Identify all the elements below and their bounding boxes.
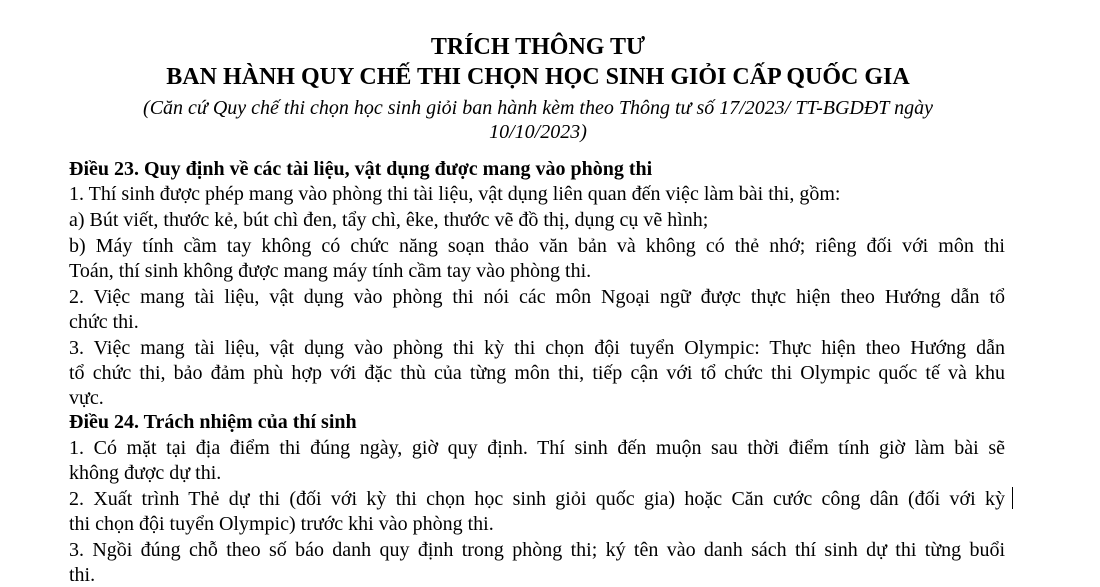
document-title-secondary: BAN HÀNH QUY CHẾ THI CHỌN HỌC SINH GIỎI CẤP QUỐC GIA xyxy=(166,64,910,90)
paragraph-line: thi. xyxy=(69,564,96,586)
paragraph-line: vực. xyxy=(69,387,104,409)
text-cursor xyxy=(1012,487,1013,509)
paragraph-line: 3. Việc mang tài liệu, vật dụng vào phòng thi kỳ thi chọn đội tuyển Olympic: Thực hiện theo Hướng dẫn xyxy=(69,337,1005,359)
paragraph-line: b) Máy tính cầm tay không có chức năng soạn thảo văn bản và không có thẻ nhớ; riêng đối với môn thi xyxy=(69,235,1005,257)
paragraph-line: thi chọn đội tuyển Olympic) trước khi vào phòng thi. xyxy=(69,513,494,535)
paragraph-line: a) Bút viết, thước kẻ, bút chì đen, tẩy chì, êke, thước vẽ đồ thị, dụng cụ vẽ hình; xyxy=(69,209,709,231)
document-title: TRÍCH THÔNG TƯ xyxy=(430,34,646,60)
paragraph-line: 1. Có mặt tại địa điểm thi đúng ngày, giờ quy định. Thí sinh đến muộn sau thời điểm tính giờ làm bài sẽ xyxy=(69,437,1005,459)
paragraph-line: 3. Ngồi đúng chỗ theo số báo danh quy định trong phòng thi; ký tên vào danh sách thí sinh dự thi từng buổi xyxy=(69,539,1005,561)
document-subtitle-line: 10/10/2023) xyxy=(489,121,587,143)
paragraph-line: không được dự thi. xyxy=(69,462,222,484)
paragraph-line: chức thi. xyxy=(69,311,139,333)
article-23-heading: Điều 23. Quy định về các tài liệu, vật dụng được mang vào phòng thi xyxy=(69,158,653,180)
document-subtitle-line: (Căn cứ Quy chế thi chọn học sinh giỏi ban hành kèm theo Thông tư số 17/2023/ TT-BGDĐT ngày xyxy=(143,97,933,119)
paragraph-line: 2. Việc mang tài liệu, vật dụng vào phòng thi nói các môn Ngoại ngữ được thực hiện theo Hướng dẫn tổ xyxy=(69,286,1005,308)
paragraph-line: 1. Thí sinh được phép mang vào phòng thi tài liệu, vật dụng liên quan đến việc làm bài thi, gồm: xyxy=(69,183,841,205)
paragraph-line: tổ chức thi, bảo đảm phù hợp với đặc thù của từng môn thi, tiếp cận với tổ chức thi Olympic quốc tế và khu xyxy=(69,362,1005,384)
paragraph-line: 2. Xuất trình Thẻ dự thi (đối với kỳ thi chọn học sinh giỏi quốc gia) hoặc Căn cước công dân (đối với kỳ xyxy=(69,488,1005,510)
article-24-heading: Điều 24. Trách nhiệm của thí sinh xyxy=(69,411,357,433)
paragraph-line: Toán, thí sinh không được mang máy tính cầm tay vào phòng thi. xyxy=(69,260,592,282)
